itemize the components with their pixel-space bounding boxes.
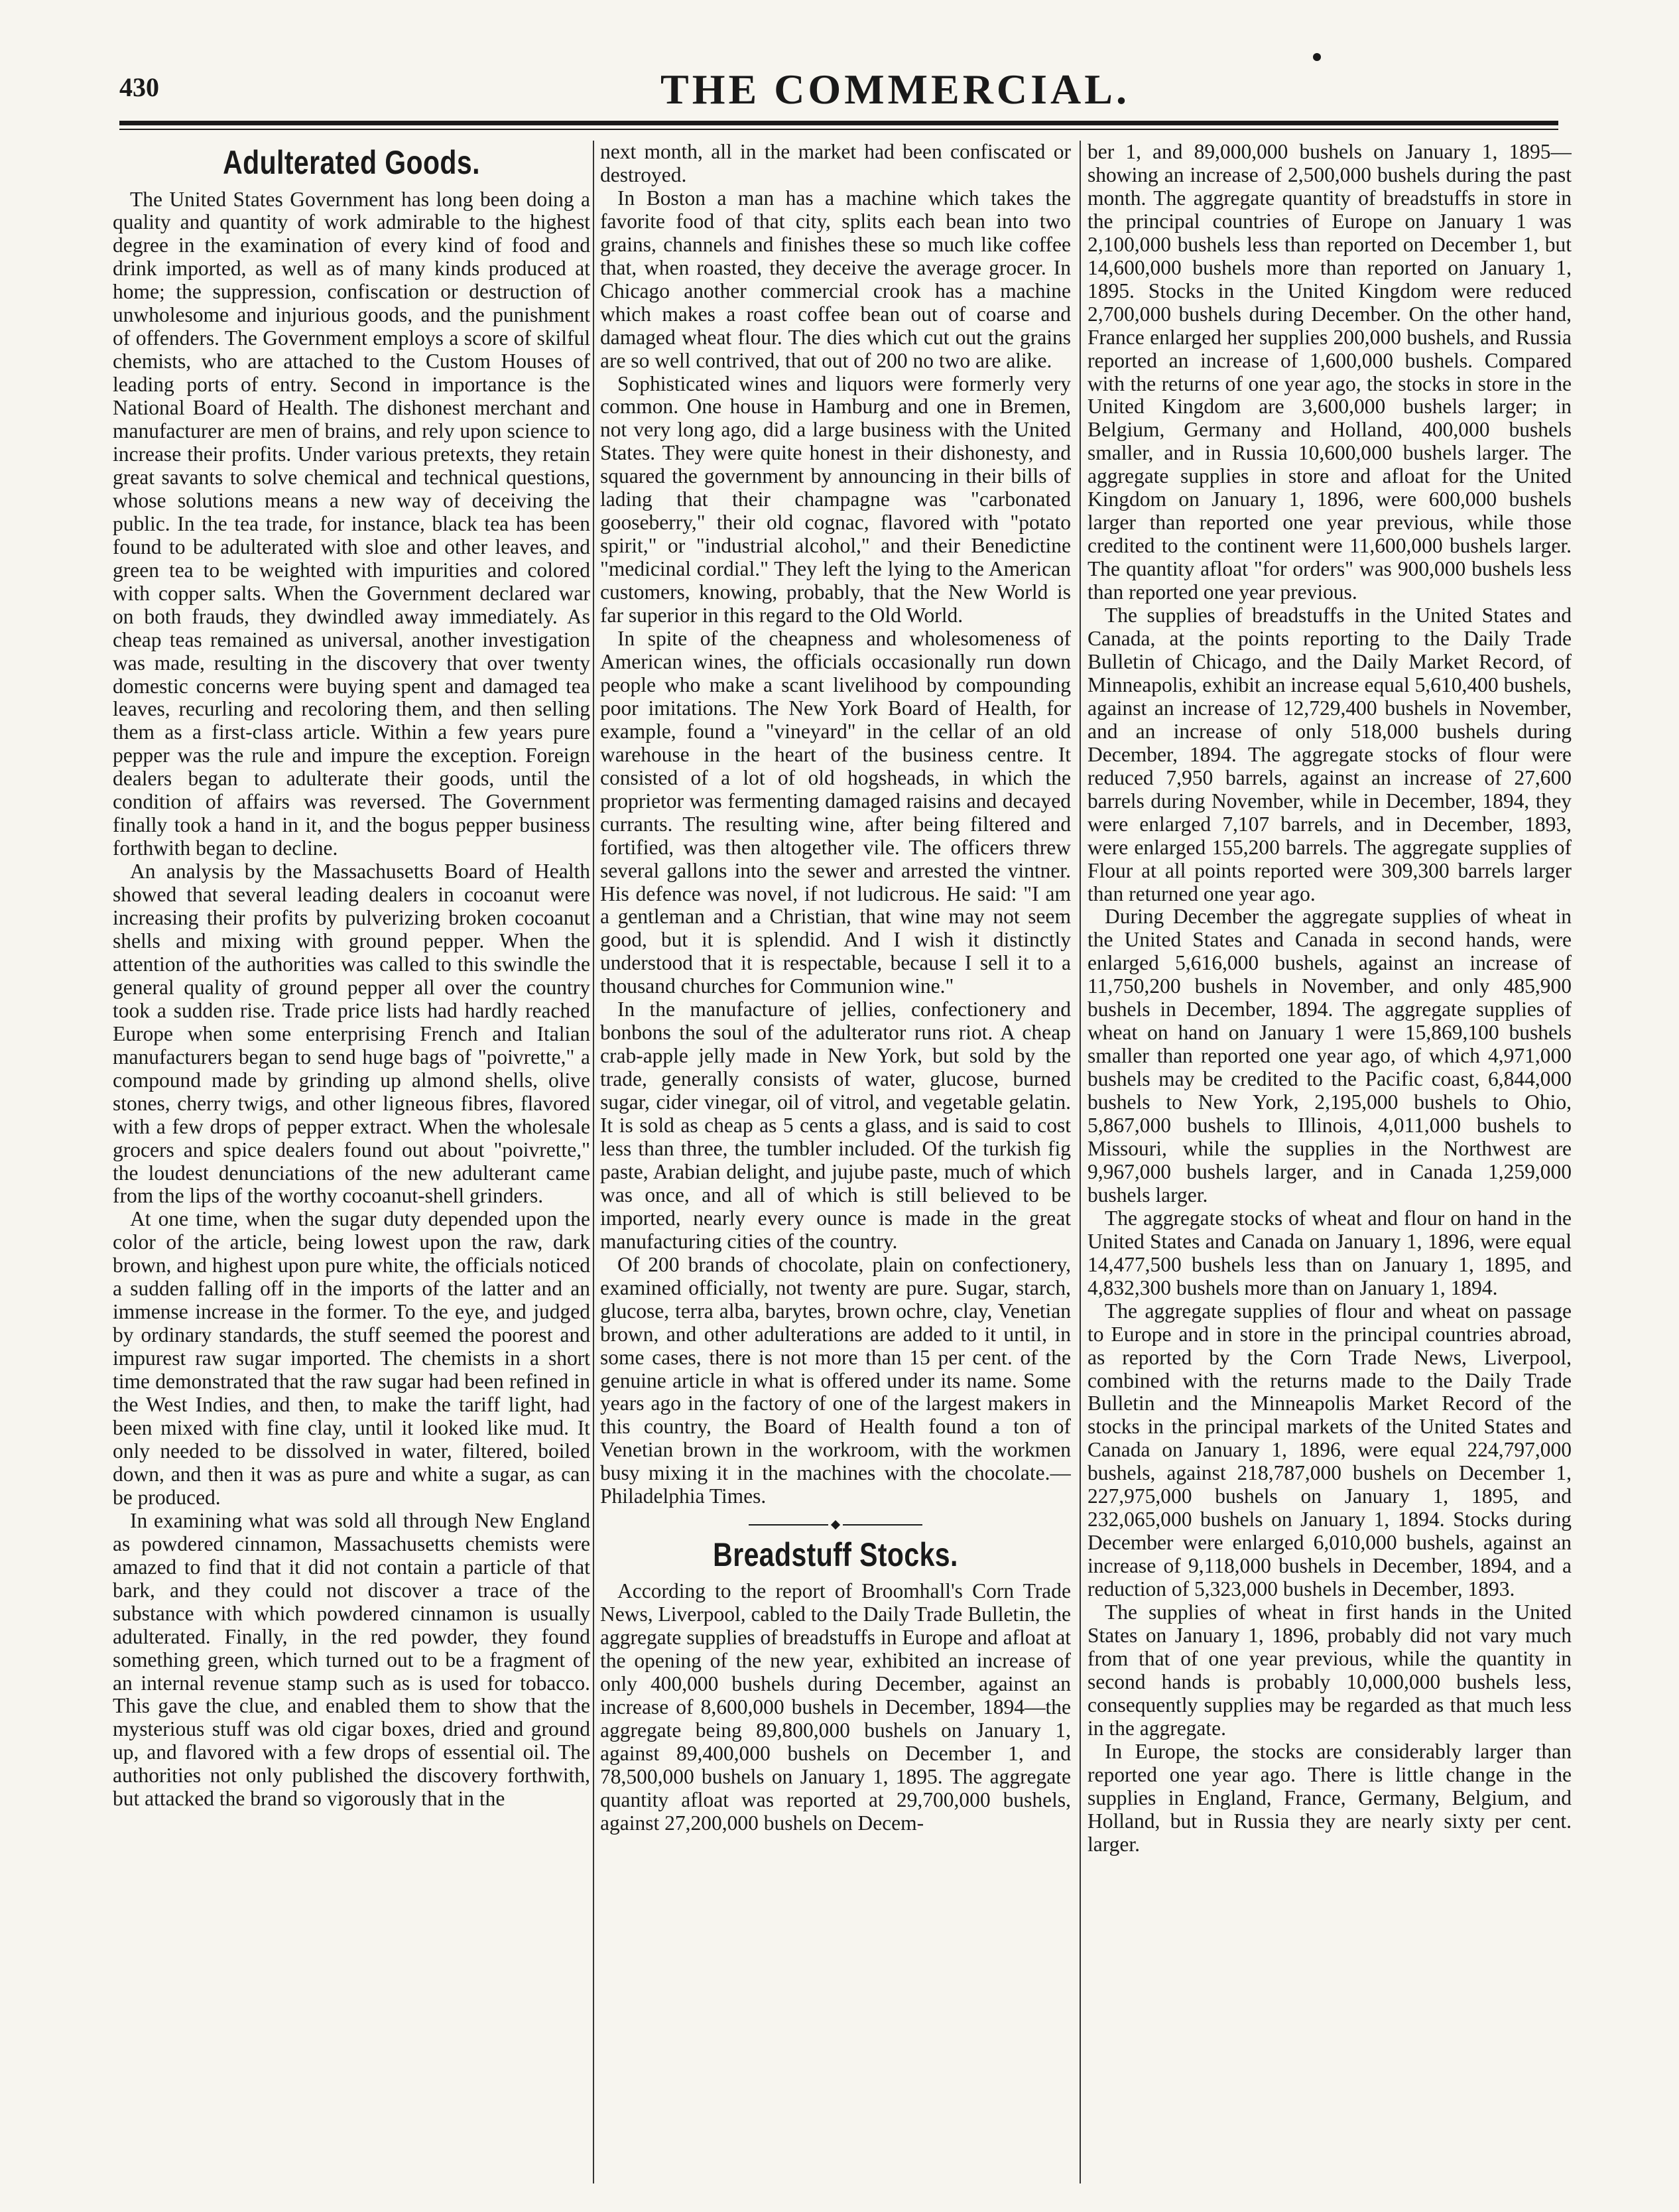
paragraph: Sophisticated wines and liquors were formerly very common. One house in Hamburg and one in Bremen, not very long ago, did a large business with the United States. They were quite honest in their dishonesty, and squared the government by announcing in their bills of lading that their champagne was "carbonated gooseberry," their old cognac, flavored with "potato spirit," or "industrial alcohol," and their Benedictine "medicinal cordial." They left the lying to the American customers, knowing, probably, that the New World is far superior in this regard to the Old World. <box>600 371 1071 627</box>
paragraph: In the manufacture of jellies, confectionery and bonbons the soul of the adulterator runs riot. A cheap crab-apple jelly made in New York, but sold by the trade, generally consists of water, glucose, burned sugar, cider vinegar, oil of vitrol, and vegetable gelatin. It is sold as cheap as 5 cents a glass, and is said to cost less than three, the tumbler included. Of the turkish fig paste, Arabian delight, and jujube paste, much of which was once, and all of which is still believed to be imported, nearly every ounce is made in the great manufacturing cities of the country. <box>600 998 1071 1253</box>
paragraph: In examining what was sold all through New England as powdered cinnamon, Massachusetts chemists were amazed to find that it did not contain a particle of that bark, and they could not discover a trace of the substance with which powdered cinnamon is usually adulterated. Finally, in the red powder, they found something green, which turned out to be a fragment of an internal revenue stamp such as is used for tobacco. This gave the clue, and enabled them to show that the mysterious stuff was old cigar boxes, dried and ground up, and flavored with a few drops of essential oil. The authorities not only published the discovery forthwith, but attacked the brand so vigorously that in the <box>113 1508 590 1811</box>
paragraph: At one time, when the sugar duty depended upon the color of the article, being lowest upon the raw, dark brown, and highest upon pure white, the officials noticed a sudden falling off in the imports of the latter and an immense increase in the former. To the eye, and judged by ordinary standards, the stuff seemed the poorest and impurest raw sugar imported. The chemists in a short time demonstrated that the raw sugar had been refined in the West Indies, and then, to make the tariff light, had been mixed with fine clay, until it looked like mud. It only needed to be dissolved in water, filtered, boiled down, and then it was as pure and white a sugar, as can be produced. <box>113 1207 590 1509</box>
paragraph: The aggregate supplies of flour and wheat on passage to Europe and in store in the principal countries abroad, as reported by the Corn Trade News, Liverpool, combined with the returns made to the Daily Trade Bulletin and the Minneapolis Market Record of the stocks in the principal markets of the United States and Canada on January 1, 1896, were equal 224,797,000 bushels, against 218,787,000 bushels on December 1, 227,975,000 bushels on January 1, 1895, and 232,065,000 bushels on January 1, 1894. Stocks during December were enlarged 6,010,000 bushels, against an increase of 9,118,000 bushels in December, 1894, and a reduction of 5,323,000 bushels in December, 1893. <box>1088 1299 1572 1601</box>
section-separator <box>600 1515 1071 1533</box>
paragraph: In spite of the cheapness and wholesomeness of American wines, the officials occasionally run down people who make a scant livelihood by compounding poor imitations. The New York Board of Health, for example, found a "vineyard" in the cellar of an old warehouse in the heart of the business centre. It consisted of a lot of old hogsheads, in which the proprietor was fermenting damaged raisins and decayed currants. The resulting wine, after being filtered and fortified, was then altogether vile. The officers threw several gallons into the sewer and arrested the vintner. His defence was novel, if not ludicrous. He said: "I am a gentleman and a Christian, that wine may not seem good, but it is splendid. And I wish it distinctly understood that it is respectable, because I sell it to a thousand churches for Communion wine." <box>600 627 1071 998</box>
paragraph: ber 1, and 89,000,000 bushels on January 1, 1895—showing an increase of 2,500,000 bushels during the past month. The aggregate quantity of breadstuffs in store in the principal countries of Europe on January 1 was 2,100,000 bushels less than reported on December 1, but 14,600,000 bushels more than reported on January 1, 1895. Stocks in the United Kingdom were reduced 2,700,000 bushels during December. On the other hand, France enlarged her supplies 200,000 bushels, and Russia reported an increase of 1,600,000 bushels. Compared with the returns of one year ago, the stocks in store in the United Kingdom are 3,600,000 bushels larger; in Belgium, Germany and Holland, 400,000 bushels smaller, and in Russia 10,600,000 bushels larger. The aggregate supplies in store and afloat for the United Kingdom on January 1, 1896, were 600,000 bushels larger than reported one year previous, while those credited to the continent were 11,600,000 bushels larger. The quantity afloat "for orders" was 900,000 bushels less than reported one year previous. <box>1088 141 1572 604</box>
article-title: Adulterated Goods. <box>223 144 480 181</box>
paragraph: Of 200 brands of chocolate, plain on confectionery, examined officially, not twenty are pure. Sugar, starch, glucose, terra alba, barytes, brown ochre, clay, Venetian brown, and other adulterations are added to it until, in some cases, there is not more than 15 per cent. of the genuine article in what is offered under its name. Some years ago in the factory of one of the largest makers in this country, the Board of Health found a ton of Venetian brown in the workroom, with the workmen busy mixing it in the machines with the chocolate.—Philadelphia Times. <box>600 1252 1071 1508</box>
printer-mark <box>1313 53 1321 61</box>
page-number: 430 <box>119 72 159 102</box>
paragraph: next month, all in the market had been confiscated or destroyed. <box>600 141 1071 186</box>
paragraph: The aggregate stocks of wheat and flour on hand in the United States and Canada on January 1, 1896, were equal 14,477,500 bushels less than on January 1, 1895, and 4,832,300 bushels more than on January 1, 1894. <box>1088 1206 1572 1299</box>
paragraph: The supplies of breadstuffs in the United States and Canada, at the points reporting to the Daily Trade Bulletin of Chicago, and the Daily Market Record, of Minneapolis, exhibit an increase equal 5,610,400 bushels, against an increase of 12,729,400 bushels in November, and an increase of only 518,000 bushels during December, 1894. The aggregate stocks of flour were reduced 7,950 barrels, against an increase of 27,600 barrels during November, while in December, 1894, they were enlarged 7,107 barrels, and in December, 1893, were enlarged 155,200 barrels. The aggregate supplies of Flour at all points reported were 309,300 barrels larger than returned one year ago. <box>1088 604 1572 905</box>
paragraph: According to the report of Broomhall's Corn Trade News, Liverpool, cabled to the Daily Trade Bulletin, the aggregate supplies of breadstuffs in Europe and afloat at the opening of the new year, exhibited an increase of only 400,000 bushels during December, against an increase of 8,600,000 bushels in December, 1894—the aggregate being 89,800,000 bushels on January 1, against 89,400,000 bushels on December 1, and 78,500,000 bushels on January 1, 1895. The aggregate quantity afloat was reported at 29,700,000 bushels, against 27,200,000 bushels on Decem- <box>600 1579 1071 1835</box>
paragraph: The United States Government has long been doing a quality and quantity of work admirable to the highest degree in the examination of every kind of food and drink imported, as well as of many kinds produced at home; the suppression, confiscation or destruction of unwholesome and injurious goods, and the punishment of offenders. The Government employs a score of skilful chemists, who are attached to the Custom Houses of leading ports of entry. Second in importance is the National Board of Health. The dishonest merchant and manufacturer are men of brains, and rely upon science to increase their profits. Under various pretexts, they retain great savants to solve chemical and technical questions, whose solutions means a new way of deceiving the public. In the tea trade, for instance, black tea has been found to be adulterated with sloe and other leaves, and green tea to be weighted with impurities and colored with copper salts. When the Government declared war on both frauds, they dwindled away immediately. As cheap teas remained as universal, another investigation was made, resulting in the discovery that over twenty domestic concerns were buying spent and damaged tea leaves, recurling and recoloring them, and then selling them as a first-class article. Within a few years pure pepper was the rule and impure the exception. Foreign dealers began to adulterate their goods, until the condition of affairs was reversed. The Government finally took a hand in it, and the bogus pepper business forthwith began to decline. <box>113 187 590 860</box>
paragraph: An analysis by the Massachusetts Board of Health showed that several leading dealers in cocoanut were increasing their profits by pulverizing broken cocoanut shells and mixing with ground pepper. When the attention of the authorities was called to this swindle the general quality of ground pepper all over the country took a sudden rise. Trade price lists had hardly reached Europe when some enterprising French and Italian manufacturers began to send huge bags of "poivrette," a compound made by grinding up almond shells, olive stones, cherry twigs, and other ligneous fibres, flavored with a few drops of pepper extract. When the wholesale grocers and spice dealers found out about "poivrette," the loudest denunciations of the new adulterant came from the lips of the worthy cocoanut-shell grinders. <box>113 860 590 1208</box>
column-1 <box>113 141 590 2183</box>
paragraph: The supplies of wheat in first hands in the United States on January 1, 1896, probably did not vary much from that of one year previous, while the quantity in second hands is probably 10,000,000 bushels less, consequently supplies may be regarded as that much less in the aggregate. <box>1088 1600 1572 1740</box>
column-divider <box>593 141 594 2183</box>
paragraph: During December the aggregate supplies of wheat in the United States and Canada in second hands, were enlarged 5,616,000 bushels, against an increase of 11,750,200 bushels in November, and only 485,900 bushels in December, 1894. The aggregate supplies of wheat on hand on January 1 were 15,869,100 bushels smaller than reported one year ago, of which 4,971,000 bushels may be credited to the Pacific coast, 6,844,000 bushels to New York, 2,195,000 bushels to Ohio, 5,867,000 bushels to Illinois, 4,011,000 bushels to Missouri, while the supplies in the Northwest are 9,967,000 bushels larger, and in Canada 1,259,000 bushels larger. <box>1088 905 1572 1206</box>
column-3 <box>1088 141 1572 2183</box>
header-rule-thin <box>119 129 1558 130</box>
column-2 <box>600 141 1071 2183</box>
masthead: THE COMMERCIAL. <box>660 66 1130 113</box>
paragraph: In Boston a man has a machine which takes the favorite food of that city, splits each bean into two grains, channels and finishes these so much like coffee that, when roasted, they deceive the average grocer. In Chicago another commercial crook has a machine which makes a roast coffee bean out of coarse and damaged wheat flour. The dies which cut out the grains are so well contrived, that out of 200 no two are alike. <box>600 186 1071 372</box>
article-title: Breadstuff Stocks. <box>713 1535 958 1573</box>
column-divider <box>1080 141 1081 2183</box>
header-rule-thick <box>119 121 1558 125</box>
paragraph: In Europe, the stocks are considerably larger than reported one year ago. There is little change in the supplies in England, France, Germany, Belgium, and Holland, but in Russia they are nearly sixty per cent. larger. <box>1088 1739 1572 1856</box>
